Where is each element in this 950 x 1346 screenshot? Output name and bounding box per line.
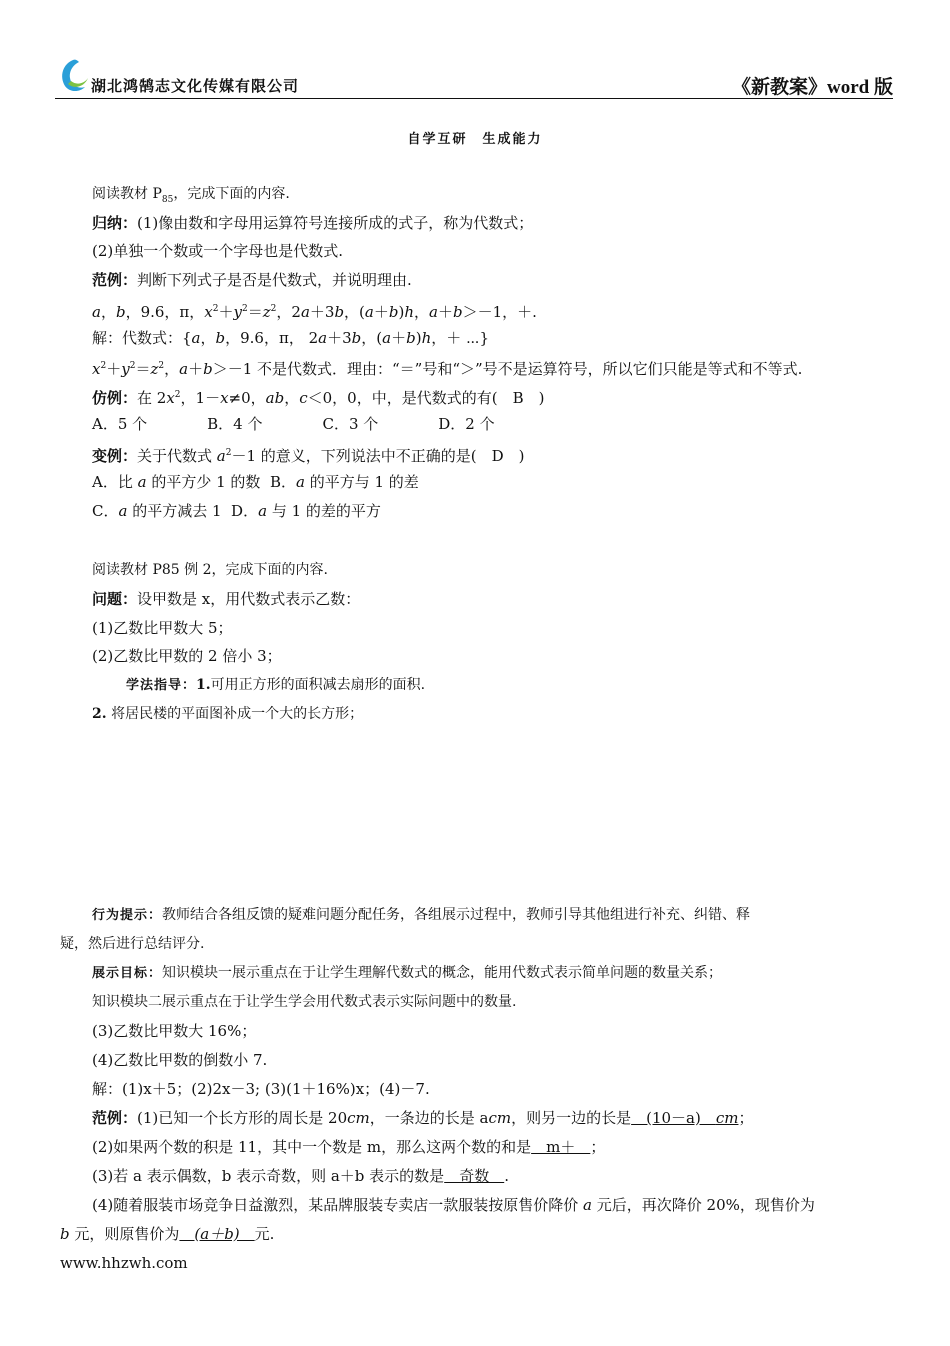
- question-line: 问题：设甲数是 x，用代数式表示乙数：: [92, 590, 361, 608]
- question-1: (1)乙数比甲数大 5；: [92, 619, 233, 637]
- guina-line-1: 归纳：(1)像由数和字母用运算符号连接所成的式子，称为代数式；: [92, 214, 534, 232]
- guina-line-2: (2)单独一个数或一个字母也是代数式.: [92, 242, 344, 260]
- page-header: [55, 56, 893, 98]
- solution-line: 解：(1)x＋5；(2)2x－3; (3)(1＋16%)x；(4)－7.: [92, 1080, 430, 1098]
- reading-instruction-1: 阅读教材 $P_{85}$，完成下面的内容.: [92, 186, 290, 205]
- bianli-line: 变例：关于代数式 $a^2-1$ 的意义，下列说法中不正确的是( D ): [92, 447, 525, 465]
- doc-type-label: 《新教案》word 版: [732, 77, 893, 98]
- fanli-label: 范例：: [92, 271, 138, 289]
- bianli-options-ab: A．比 a 的平方少 1 的数 B．a 的平方与 1 的差: [92, 473, 419, 491]
- behavior-tip: 行为提示：教师结合各组反馈的疑难问题分配任务，各组展示过程中，教师引导其他组进行补充、纠错、释: [92, 907, 751, 923]
- answer-3: 奇数: [444, 1167, 505, 1185]
- answer-4: (a＋b): [179, 1225, 255, 1243]
- swirl-logo-icon: [55, 56, 93, 94]
- bianli-options-cd: C．a 的平方减去 1 D．a 与 1 的差的平方: [92, 502, 381, 520]
- example-3: (3)若 a 表示偶数，b 表示奇数，则 a＋b 表示的数是 奇数 .: [92, 1167, 509, 1185]
- example-4-cont: b 元，则原售价为 (a＋b) 元.: [60, 1225, 275, 1243]
- example-2: (2)如果两个数的积是 11，其中一个数是 m，那么这两个数的和是 m＋ ；: [92, 1138, 606, 1156]
- fangli-options: A．5 个 B．4 个 C．3 个 D．2 个: [92, 415, 495, 433]
- header-rule: [55, 98, 893, 99]
- guina-label: 归纳：: [92, 214, 138, 232]
- expression-list: a，b，9.6，π，$x^2+y^2=z^2$，2a＋3b，(a＋b)h，a＋b＞－1，＋.: [92, 303, 537, 321]
- example-4: (4)随着服装市场竞争日益激烈，某品牌服装专卖店一款服装按原售价降价 a 元后，再次降价 20%，现售价为: [92, 1196, 815, 1214]
- question-2: (2)乙数比甲数的 2 倍小 3；: [92, 647, 282, 665]
- study-tip-1: 学法指导：1.可用正方形的面积减去扇形的面积.: [126, 677, 426, 693]
- answer-1: (10－a): [631, 1109, 716, 1127]
- company-name: 湖北鸿鹄志文化传媒有限公司: [91, 77, 300, 95]
- section-title: 自学互研 生成能力: [407, 132, 543, 147]
- answer-2: m＋: [531, 1138, 591, 1156]
- study-tip-2: 2. 将居民楼的平面图补成一个大的长方形；: [92, 706, 364, 722]
- fangli-line: 仿例：在 $2x^2$，1－x≠0，ab，c＜0，0，中，是代数式的有( B ): [92, 389, 545, 407]
- behavior-tip-cont: 疑，然后进行总结评分.: [60, 936, 205, 952]
- fanli-line: 范例：判断下列式子是否是代数式，并说明理由.: [92, 271, 412, 289]
- question-3: (3)乙数比甲数大 16%；: [92, 1022, 257, 1040]
- question-4: (4)乙数比甲数的倒数小 7.: [92, 1051, 268, 1069]
- footer-url: www.hhzwh.com: [60, 1254, 188, 1272]
- solution-algebraic: 解：代数式：{a，b，9.6，π， 2a＋3b，(a＋b)h，＋ ⋯}: [92, 329, 490, 347]
- display-goal-2: 知识模块二展示重点在于让学生学会用代数式表示实际问题中的数量.: [92, 994, 517, 1010]
- reading-instruction-2: 阅读教材 P85 例 2，完成下面的内容.: [92, 562, 328, 578]
- display-goal: 展示目标：知识模块一展示重点在于让学生理解代数式的概念，能用代数式表示简单问题的数量关系；: [92, 965, 723, 981]
- solution-not-algebraic: $x^2+y^2=z^2$，a＋b＞－1 不是代数式．理由：“＝”号和“＞”号不是运算符号，所以它们只能是等式和不等式.: [92, 360, 803, 378]
- example-1: 范例：(1)已知一个长方形的周长是 20cm，一条边的长是 acm，则另一边的长是 (10－a) cm；: [92, 1109, 754, 1127]
